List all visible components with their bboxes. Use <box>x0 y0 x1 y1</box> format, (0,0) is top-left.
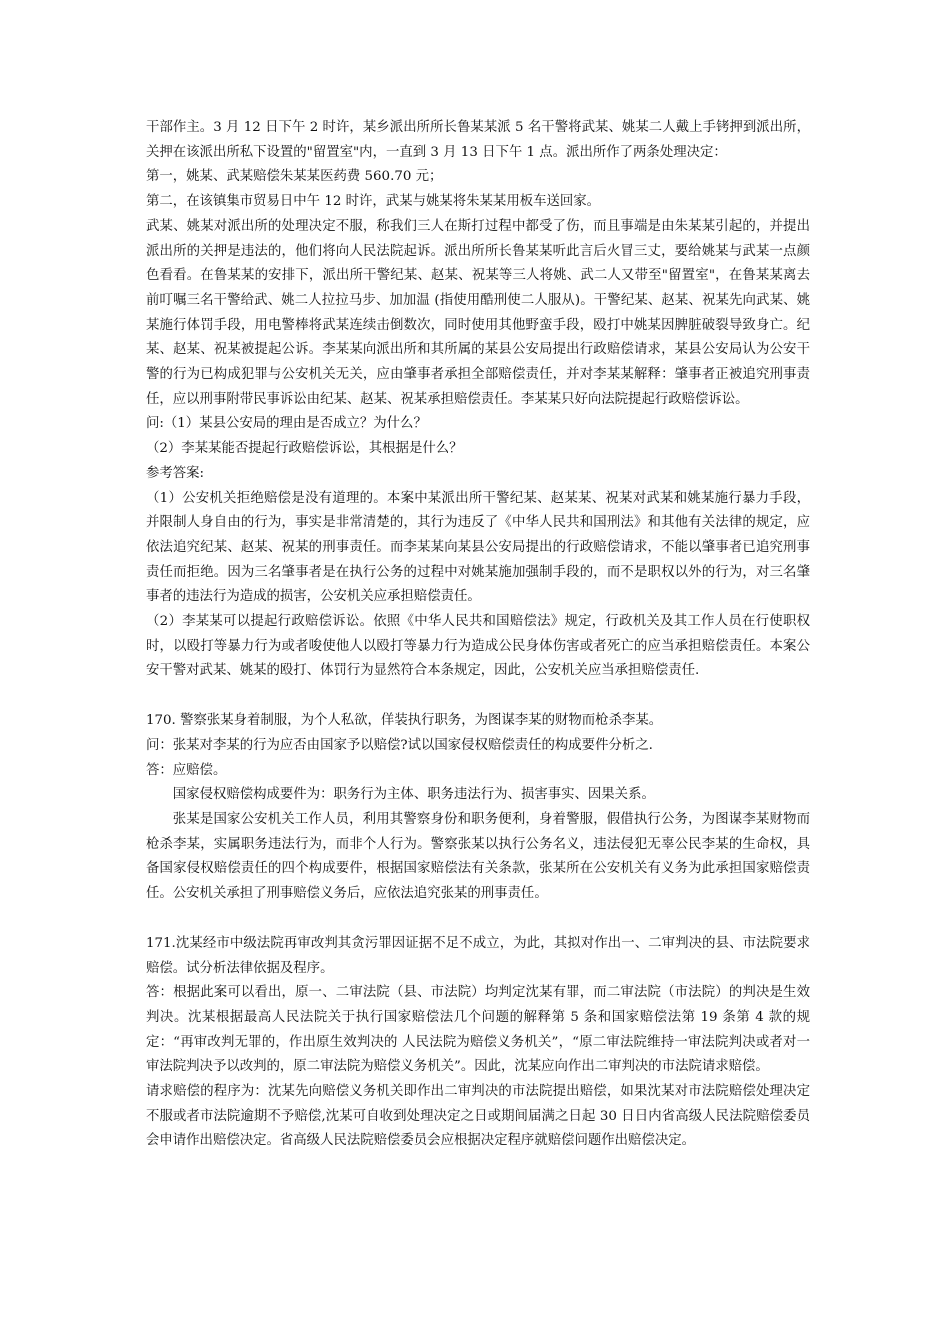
section-gap <box>146 907 810 932</box>
question: 问：张某对李某的行为应否由国家予以赔偿?试以国家侵权赔偿责任的构成要件分析之. <box>146 737 653 753</box>
answer: 答：应赔偿。 <box>146 762 227 778</box>
question: （2）李某某能否提起行政赔偿诉讼，其根据是什么？ <box>146 441 463 457</box>
answer-paragraph: （1）公安机关拒绝赔偿是没有道理的。本案中某派出所干警纪某、赵某某、祝某对武某和姚某施行暴力手段，并限制人身自由的行为，事实是非常清楚的，其行为违反了《中华人民共和国刑法》和其他有关法律的规定，应依法追究纪某、赵某、祝某的刑事责任。而李某某向某县公安局提出的行政赔偿请求，不能以肇事者已追究刑事责任而拒绝。因为三名肇事者是在执行公务的过程中对姚某施加强制手段的，而不是职权以外的行为，对三名肇事者的违法行为造成的损害，公安机关应承担赔偿责任。 <box>146 490 810 605</box>
section-gap <box>146 684 810 709</box>
paragraph: 第二，在该镇集市贸易日中午 12 时许，武某与姚某将朱某某用板车送回家。 <box>146 194 601 210</box>
answer: 答：根据此案可以看出，原一、二审法院（县、市法院）均判定沈某有罪，而二审法院（市法院）的判决是生效判决。沈某根据最高人民法院关于执行国家赔偿法几个问题的解释第 5 条和国家赔偿法第 19 条第 4 款的规定：“再审改判无罪的，作出原生效判决的 人民法院为赔偿义务机关”，“原二审法院维持一审法院判决或者对一审法院判决予以改判的，原二审法院为赔偿义务机关”。因此，沈某应向作出二审判决的市法院请求赔偿。 <box>146 985 810 1075</box>
paragraph: 武某、姚某对派出所的处理决定不服，称我们三人在斯打过程中都受了伤，而且事端是由朱某某引起的，并提出派出所的关押是违法的，他们将向人民法院起诉。派出所所长鲁某某听此言后火冒三丈，要给姚某与武某一点颜色看看。在鲁某某的安排下，派出所干警纪某、赵某、祝某等三人将姚、武二人又带至"留置室"，在鲁某某离去前叮嘱三名干警给武、姚二人拉拉马步、加加温 (指使用酷刑使二人服从)。干警纪某、赵某、祝某先向武某、姚某施行体罚手段，用电警棒将武某连续击倒数次，同时使用其他野蛮手段，殴打中姚某因脾脏破裂导致身亡。纪某、赵某、祝某被提起公诉。李某某向派出所和其所属的某县公安局提出行政赔偿请求，某县公安局认为公安干警的行为已构成犯罪与公安机关无关，应由肇事者承担全部赔偿责任，并对李某某解释：肇事者正被追究刑事责任，应以刑事附带民事诉讼由纪某、赵某、祝某承担赔偿责任。李某某只好向法院提起行政赔偿诉讼。 <box>146 218 810 407</box>
paragraph: 干部作主。3 月 12 日下午 2 时许，某乡派出所所长鲁某某派 5 名干警将武某、姚某二人戴上手铐押到派出所，关押在该派出所私下设置的"留置室"内，一直到 3 月 13 日下午 1 点。派出所作了两条处理决定： <box>146 120 810 160</box>
reference-answer-label: 参考答案: <box>146 465 205 481</box>
answer-paragraph: 张某是国家公安机关工作人员，利用其警察身份和职务便利，身着警服，假借执行公务，为图谋李某财物而枪杀李某，实属职务违法行为，而非个人行为。警察张某以执行公务名义，违法侵犯无辜公民李某的生命权，具备国家侵权赔偿责任的四个构成要件，根据国家赔偿法有关条款，张某所在公安机关有义务为此承担国家赔偿责任。公安机关承担了刑事赔偿义务后，应依法追究张某的刑事责任。 <box>146 811 810 902</box>
answer-paragraph: 请求赔偿的程序为：沈某先向赔偿义务机关即作出二审判决的市法院提出赔偿，如果沈某对市法院赔偿处理决定不服或者市法院逾期不予赔偿,沈某可自收到处理决定之日或期间届满之日起 30 日日内省高级人民法院赔偿委员会申请作出赔偿决定。省高级人民法院赔偿委员会应根据决定程序就赔偿问题作出赔偿决定。 <box>146 1084 810 1149</box>
document-page <box>146 116 810 1154</box>
answer-paragraph: （2）李某某可以提起行政赔偿诉讼。依照《中华人民共和国赔偿法》规定，行政机关及其工作人员在行使职权时，以殴打等暴力行为或者唆使他人以殴打等暴力行为造成公民身体伤害或者死亡的应当承担赔偿责任。本案公安干警对武某、姚某的殴打、体罚行为显然符合本条规定，因此，公安机关应当承担赔偿责任. <box>146 614 810 679</box>
answer-paragraph: 国家侵权赔偿构成要件为：职务行为主体、职务违法行为、损害事实、因果关系。 <box>172 787 655 803</box>
case-title: 171.沈某经市中级法院再审改判其贪污罪因证据不足不成立，为此，其拟对作出一、二审判决的县、市法院要求赔偿。试分析法律依据及程序。 <box>146 935 810 976</box>
case-title: 170. 警察张某身着制服，为个人私欲，佯装执行职务，为图谋李某的财物而枪杀李某。 <box>146 713 663 729</box>
question: 问:（1）某县公安局的理由是否成立？为什么？ <box>146 416 427 432</box>
paragraph: 第一，姚某、武某赔偿朱某某医药费 560.70 元； <box>146 169 443 185</box>
